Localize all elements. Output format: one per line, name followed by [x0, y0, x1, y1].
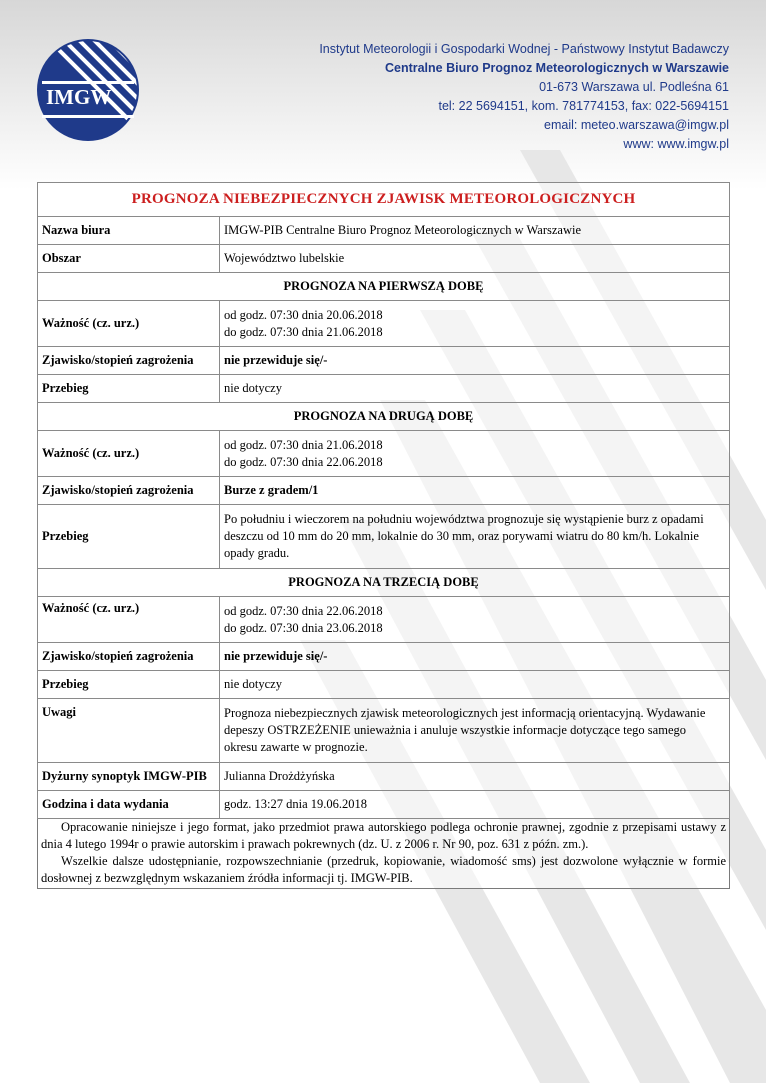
day1-heading-row [38, 273, 730, 301]
day1-validity-from: od godz. 07:30 dnia 20.06.2018 [224, 307, 383, 322]
area-value: Województwo lubelskie [220, 245, 730, 273]
day3-heading: PROGNOZA NA TRZECIĄ DOBĘ [38, 569, 730, 597]
remarks [220, 699, 730, 763]
day2-course-label: Przebieg [38, 505, 220, 569]
table-row [38, 763, 730, 791]
day3-phenomenon: nie przewiduje się/- [220, 643, 730, 671]
day1-heading: PROGNOZA NA PIERWSZĄ DOBĘ [38, 273, 730, 301]
table-row [38, 643, 730, 671]
day2-phenomenon: Burze z gradem/1 [220, 477, 730, 505]
legal-footer [37, 819, 730, 887]
institute-header [319, 40, 729, 154]
table-row [38, 431, 730, 477]
table-row [38, 301, 730, 347]
day3-course-label: Przebieg [38, 671, 220, 699]
day1-course-label: Przebieg [38, 375, 220, 403]
issued-label: Godzina i data wydania [38, 791, 220, 819]
day1-phenomenon: nie przewiduje się/- [220, 347, 730, 375]
table-row [38, 347, 730, 375]
table-row [38, 597, 730, 643]
bureau-name: Centralne Biuro Prognoz Meteorologicznych w Warszawie [384, 61, 729, 75]
table-row [38, 375, 730, 403]
forecaster-label: Dyżurny synoptyk IMGW-PIB [38, 763, 220, 791]
day3-heading-row [38, 569, 730, 597]
day2-validity-to: do godz. 07:30 dnia 22.06.2018 [224, 454, 383, 469]
day2-validity-from: od godz. 07:30 dnia 21.06.2018 [224, 437, 383, 452]
day3-course: nie dotyczy [220, 671, 730, 699]
remarks-line: depeszy OSTRZEŻENIE unieważnia i anuluje wszystkie informacje dotyczące tego samego [224, 723, 686, 737]
imgw-logo [36, 37, 140, 143]
table-row [38, 245, 730, 273]
day3-validity [220, 597, 730, 643]
office-value: IMGW-PIB Centralne Biuro Prognoz Meteorologicznych w Warszawie [220, 217, 730, 245]
day2-course-line: Po południu i wieczorem na południu województwa prognozuje się wystąpienie burz z opadami [224, 512, 704, 526]
logo-lettering: IMGW [46, 85, 112, 109]
day2-validity [220, 431, 730, 477]
forecaster-value: Julianna Drożdżyńska [220, 763, 730, 791]
day2-course [220, 505, 730, 569]
email[interactable]: email: meteo.warszawa@imgw.pl [544, 118, 729, 132]
office-label: Nazwa biura [38, 217, 220, 245]
day1-validity-to: do godz. 07:30 dnia 21.06.2018 [224, 324, 383, 339]
day2-heading: PROGNOZA NA DRUGĄ DOBĘ [38, 403, 730, 431]
remarks-line: okresu zawarte w prognozie. [224, 740, 368, 754]
table-row [38, 699, 730, 763]
day3-phenomenon-label: Zjawisko/stopień zagrożenia [38, 643, 220, 671]
table-row [38, 217, 730, 245]
document-title: PROGNOZA NIEBEZPIECZNYCH ZJAWISK METEOROLOGICZNYCH [38, 183, 730, 217]
day3-validity-to: do godz. 07:30 dnia 23.06.2018 [224, 620, 383, 635]
day2-heading-row [38, 403, 730, 431]
website[interactable]: www: www.imgw.pl [623, 137, 729, 151]
remarks-line: Prognoza niebezpiecznych zjawisk meteorologicznych jest informacją orientacyjną. Wydawanie [224, 706, 706, 720]
day2-phenomenon-label: Zjawisko/stopień zagrożenia [38, 477, 220, 505]
institute-name: Instytut Meteorologii i Gospodarki Wodnej - Państwowy Instytut Badawczy [319, 42, 729, 56]
day2-validity-label: Ważność (cz. urz.) [38, 431, 220, 477]
phone: tel: 22 5694151, kom. 781774153, fax: 022-5694151 [438, 99, 729, 113]
day3-validity-label: Ważność (cz. urz.) [38, 597, 220, 643]
day3-validity-from: od godz. 07:30 dnia 22.06.2018 [224, 603, 383, 618]
day1-phenomenon-label: Zjawisko/stopień zagrożenia [38, 347, 220, 375]
distribution-notice: Wszelkie dalsze udostępnianie, rozpowszechnianie (przedruk, kopiowanie, wiadomość sms) jest dozwolone wyłącznie w formie dosłownej z bezwzględnym wskazaniem źródła informacji tj. IMGW-PIB. [41, 854, 726, 885]
day2-course-line: opady gradu. [224, 546, 290, 560]
address: 01-673 Warszawa ul. Podleśna 61 [539, 80, 729, 94]
copyright-notice: Opracowanie niniejsze i jego format, jako przedmiot prawa autorskiego podlega ochronie prawnej, zgodnie z przepisami ustawy z dnia 4 lutego 1994r o prawie autorskim i prawach pokrewnych (dz. U. z 2006 r. Nr 90, poz. 631 z późn. zm.). [41, 820, 726, 851]
table-row [38, 505, 730, 569]
table-row [38, 791, 730, 819]
day1-validity-label: Ważność (cz. urz.) [38, 301, 220, 347]
table-row [38, 671, 730, 699]
remarks-label: Uwagi [38, 699, 220, 763]
issued-value: godz. 13:27 dnia 19.06.2018 [220, 791, 730, 819]
area-label: Obszar [38, 245, 220, 273]
day1-course: nie dotyczy [220, 375, 730, 403]
title-row [38, 183, 730, 217]
day2-course-line: deszczu od 10 mm do 20 mm, lokalnie do 30 mm, oraz porywami wiatru do 80 km/h. Lokalnie [224, 529, 699, 543]
table-row [38, 477, 730, 505]
forecast-table [37, 182, 730, 819]
day1-validity [220, 301, 730, 347]
